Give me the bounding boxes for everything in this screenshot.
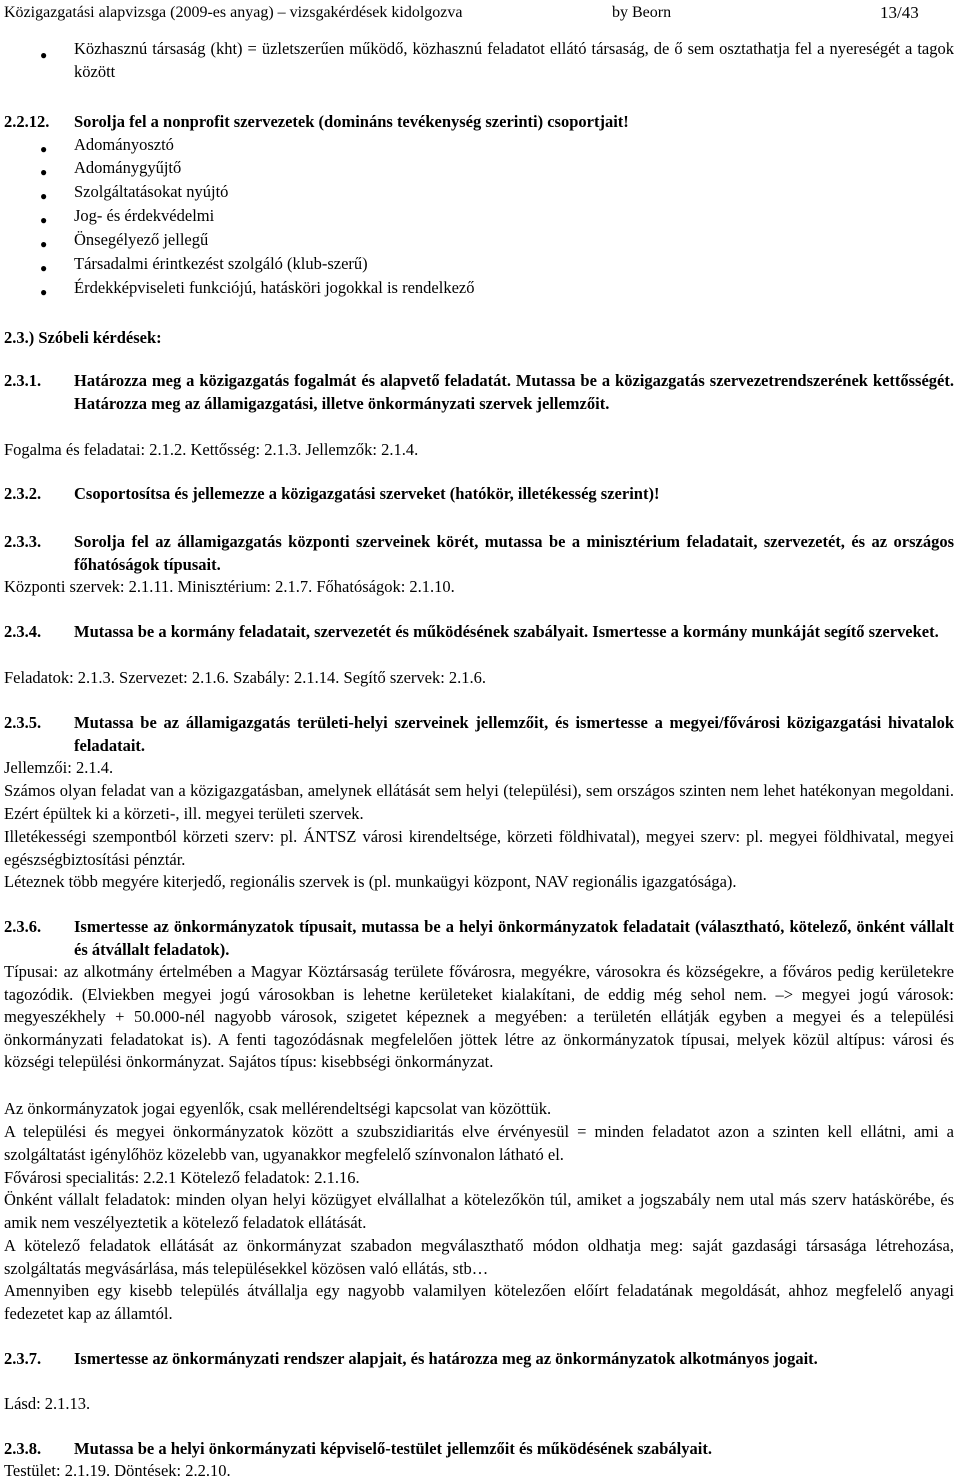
question-2-3-2 — [4, 483, 954, 506]
reference-text: Feladatok: 2.1.3. Szervezet: 2.1.6. Szabály: 2.1.14. Segítő szervek: 2.1.6. — [4, 668, 487, 687]
question-title: Mutassa be az államigazgatás területi-helyi szerveinek jellemzőit, és ismertesse a megyei/fővárosi közigazgatási hivatalok feladatait. — [74, 713, 954, 755]
paragraph: Számos olyan feladat van a közigazgatásban, amelynek ellátását sem helyi (települési), sem országos szinten nem lehet hatékonyan megoldani. Ezért épültek ki a körzeti-, ill. megyei területi szervek. — [4, 781, 954, 823]
question-number: 2.3.5. — [4, 713, 42, 732]
question-2-3-6 — [4, 916, 954, 961]
question-2-3-4 — [4, 621, 954, 644]
paragraph: Típusai: az alkotmány értelmében a Magyar Köztársaság területe fővárosra, megyékre, városokra és községekre, a főváros pedig kerületekre tagozódik. (Elviekben megyei jogú városokban is lehetne kerületeket kialakítani, de eddig még sehol nem. –> megyei jogú városok: megyeszékhely + 50.000-nél nagyobb városok, szigetet képeznek a megyében: a területén ellátják egyben a megyei és a települési önkormányzati feladatokat is). A fenti tagozódásnak megfelelően jöttek létre az önkormányzatok típusai, melyek közül altípus: városi és községi települési önkormányzat. Sajátos típus: kisebbségi önkormányzat. — [4, 962, 954, 1071]
bullet-icon: ● — [40, 213, 48, 227]
list-item: ● Társadalmi érintkezést szolgáló (klub-szerű) — [0, 253, 960, 277]
question-number: 2.2.12. — [4, 112, 50, 131]
bullet-icon: ● — [40, 165, 48, 179]
reference-text: Fogalma és feladatai: 2.1.2. Kettősség: 2.1.3. Jellemzők: 2.1.4. — [4, 440, 419, 459]
paragraph: Önként vállalt feladatok: minden olyan helyi közügyet elvállalhat a kötelezőkön túl, amiket a jogszabály nem utal más szerv hatáskörébe, és amik nem veszélyeztetik a kötelező feladatok ellátását. — [4, 1190, 954, 1232]
question-2-3-3 — [4, 531, 954, 576]
question-number: 2.3.4. — [4, 622, 42, 641]
kht-bullet-text: Közhasznú társaság (kht) = üzletszerűen működő, közhasznú feladatot ellátó társaság, de ő sem osztathatja fel a nyereségét a tagok között — [74, 39, 954, 81]
paragraph: Fővárosi specialitás: 2.2.1 Kötelező feladatok: 2.1.16. — [4, 1168, 360, 1187]
paragraph: Léteznek több megyére kiterjedő, regionális szervek is (pl. munkaügyi központ, NAV regionális igazgatósága). — [4, 872, 737, 891]
page-number: 13/43 — [880, 3, 919, 22]
bullet-icon: ● — [40, 48, 48, 62]
question-2-3-1 — [4, 370, 954, 415]
list-item: ● Adományosztó — [0, 134, 960, 158]
question-title: Sorolja fel a nonprofit szervezetek (domináns tevékenység szerinti) csoportjait! — [74, 112, 629, 131]
question-title: Sorolja fel az államigazgatás központi szerveinek körét, mutassa be a minisztérium feladatait, szervezetét, és az országos főhatóságok típusait. — [74, 532, 954, 574]
question-title: Csoportosítsa és jellemezze a közigazgatási szerveket (hatókör, illetékesség szerint)! — [74, 484, 660, 503]
question-2-2-12 — [4, 111, 954, 134]
reference-text: Központi szervek: 2.1.11. Minisztérium: 2.1.7. Főhatóságok: 2.1.10. — [4, 577, 455, 596]
question-title: Ismertesse az önkormányzati rendszer alapjait, és határozza meg az önkormányzatok alkotmányos jogait. — [74, 1349, 818, 1368]
list-item: ● Adománygyűjtő — [0, 157, 960, 181]
list-item: ● Önsegélyező jellegű — [0, 229, 960, 253]
question-number: 2.3.1. — [4, 371, 42, 390]
question-number: 2.3.8. — [4, 1439, 42, 1458]
paragraph: Illetékességi szempontból körzeti szerv: pl. ÁNTSZ városi kirendeltsége, körzeti földhivatal), megyei szerv: pl. megyei földhivatal, megyei egészségbiztosítási pénztár. — [4, 827, 954, 869]
question-title: Mutassa be a kormány feladatait, szervezetét és működésének szabályait. Ismertesse a kormány munkáját segítő szerveket. — [74, 622, 939, 641]
reference-text: Testület: 2.1.19. Döntések: 2.2.10. — [4, 1461, 231, 1480]
question-title: Határozza meg a közigazgatás fogalmát és alapvető feladatát. Mutassa be a közigazgatás szervezetrendszerének kettősségét. Határozza meg az államigazgatási, illetve önkormányzati szervek jellemzőit. — [74, 371, 954, 413]
bullet-icon: ● — [40, 237, 48, 251]
list-item: ● Szolgáltatásokat nyújtó — [0, 181, 960, 205]
bullet-icon: ● — [40, 285, 48, 299]
section-heading: 2.3.) Szóbeli kérdések: — [4, 328, 162, 347]
list-item: ● Érdekképviseleti funkciójú, hatásköri jogokkal is rendelkező — [0, 277, 960, 301]
question-2-3-8 — [4, 1438, 954, 1461]
paragraph: Amennyiben egy kisebb település átvállalja egy nagyobb valamilyen kötelezően előírt feladatának megoldását, ahhoz megfelelő anyagi fedezetet kap az államtól. — [4, 1281, 954, 1323]
bullet-icon: ● — [40, 261, 48, 275]
reference-text: Lásd: 2.1.13. — [4, 1394, 91, 1413]
header-author: by Beorn — [612, 4, 672, 21]
question-title: Ismertesse az önkormányzatok típusait, mutassa be a helyi önkormányzatok feladatait (választható, kötelező, önként vállalt és átvállalt feladatok). — [74, 917, 954, 959]
paragraph: Az önkormányzatok jogai egyenlők, csak mellérendeltségi kapcsolat van közöttük. — [4, 1099, 552, 1118]
question-2-3-5 — [4, 712, 954, 757]
question-number: 2.3.6. — [4, 917, 42, 936]
header-title: Közigazgatási alapvizsga (2009-es anyag) – vizsgakérdések kidolgozva — [4, 4, 463, 21]
reference-text: Jellemzői: 2.1.4. — [4, 758, 114, 777]
list-item: ● Jog- és érdekvédelmi — [0, 205, 960, 229]
paragraph: A települési és megyei önkormányzatok között a szubszidiaritás elve érvényesül = minden feladatot azon a szinten kell ellátni, ami a szolgáltatást igénylőhöz közelebb van, ugyanakkor megfelelő színvonalon látható el. — [4, 1122, 954, 1164]
question-2-3-7 — [4, 1348, 954, 1371]
question-number: 2.3.2. — [4, 484, 42, 503]
bullet-icon: ● — [40, 189, 48, 203]
paragraph: A kötelező feladatok ellátását az önkormányzat szabadon megválaszthatő módon oldhatja meg: saját gazdasági társasága létrehozása, szolgáltatás megvásárlása, más településekkel közösen való ellátás, stb… — [4, 1236, 954, 1278]
question-number: 2.3.7. — [4, 1349, 42, 1368]
question-title: Mutassa be a helyi önkormányzati képviselő-testület jellemzőit és működésének szabályait. — [74, 1439, 712, 1458]
bullet-icon: ● — [40, 142, 48, 156]
question-number: 2.3.3. — [4, 532, 42, 551]
